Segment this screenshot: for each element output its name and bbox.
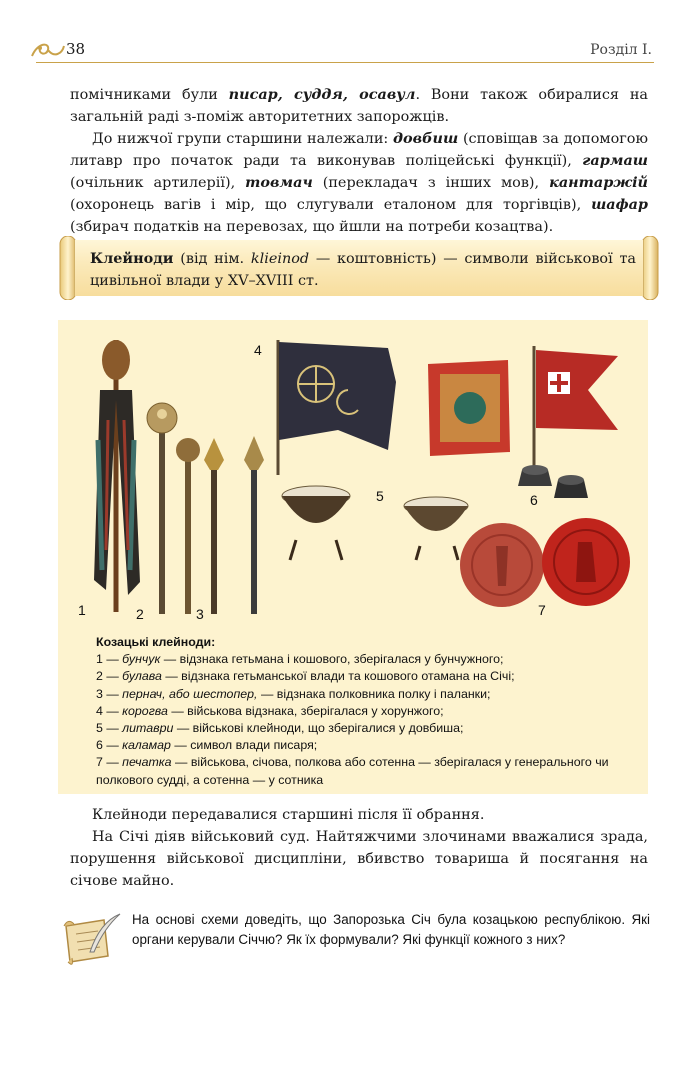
- figure-number-5: 5: [376, 488, 384, 504]
- page-number: 38: [66, 40, 86, 58]
- korogva-image: [278, 340, 618, 480]
- caption-item: 5 — литаври — військові клейноди, що зберігалися у довбиша;: [96, 721, 464, 736]
- pechatka-image: [460, 518, 630, 607]
- paragraph-3: Клейноди передавалися старшині після її обрання.: [92, 807, 485, 823]
- figure-number-2: 2: [136, 606, 144, 622]
- bunchuk-image: [94, 340, 140, 612]
- caption-title: Козацькі клейноди:: [96, 635, 216, 649]
- caption-item: 7 — печатка — військова, січова, полкова або сотенна — зберігалася у генерального чи полкового судді, а сотенна — у сотника: [96, 755, 609, 787]
- figure-number-7: 7: [538, 602, 546, 618]
- figure-number-6: 6: [530, 492, 538, 508]
- caption-item: 1 — бунчук — відзнака гетьмана і кошового, зберігалася у бунчужного;: [96, 652, 504, 667]
- task-text: На основі схеми доведіть, що Запорозька Січ була козацькою республікою. Які органи керували Січчю? Як їх формували? Які функції кожного з них?: [132, 912, 650, 947]
- figure-number-3: 3: [196, 606, 204, 622]
- ornament-icon: [28, 36, 68, 64]
- figure-caption: [96, 634, 636, 789]
- figure-number-4: 4: [254, 342, 262, 358]
- lytavry-image: [282, 486, 468, 560]
- caption-item: 4 — корогва — військова відзнака, зберігалася у хорунжого;: [96, 703, 444, 718]
- regalia-illustration: [58, 320, 648, 630]
- section-title: Розділ I.: [590, 42, 652, 58]
- kalamar-image: [518, 465, 588, 498]
- definition-text: Клейноди (від нім. klieinod — коштовність) — символи військової та цивільної влади у XV–XVIII ст.: [90, 250, 636, 289]
- caption-item: 2 — булава — відзнака гетьманської влади та кошового отамана на Січі;: [96, 669, 515, 684]
- scroll-quill-icon: [60, 912, 122, 968]
- caption-item: 6 — каламар — символ влади писаря;: [96, 738, 318, 753]
- paragraph-2: До нижчої групи старшини належали: довбиш (сповіщав за допомогою литавр про початок ради та виконував поліцейські функції), гармаш (очільник артилерії), товмач (перекладач з інших мов), кантаржій (охоронець вагів і мір, що слугували еталоном для торгівців), шафар (збирач податків на перевозах, що йшли на потреби козацтва).: [70, 130, 648, 235]
- bulava-image: [147, 403, 200, 614]
- pernach-image: [204, 436, 264, 614]
- paragraph-1: помічниками були писар, суддя, осавул. Вони також обиралися на загальній раді з-поміж авторитетних запорожців.: [70, 86, 648, 125]
- caption-item: 3 — пернач, або шестопер, — відзнака полковника полку і паланки;: [96, 686, 491, 701]
- header-divider: [36, 62, 654, 63]
- figure-number-1: 1: [78, 602, 86, 618]
- paragraph-4: На Січі діяв військовий суд. Найтяжчими злочинами вважалися зрада, порушення військової дисципліни, вбивство товариша й посягання на січове майно.: [70, 829, 648, 889]
